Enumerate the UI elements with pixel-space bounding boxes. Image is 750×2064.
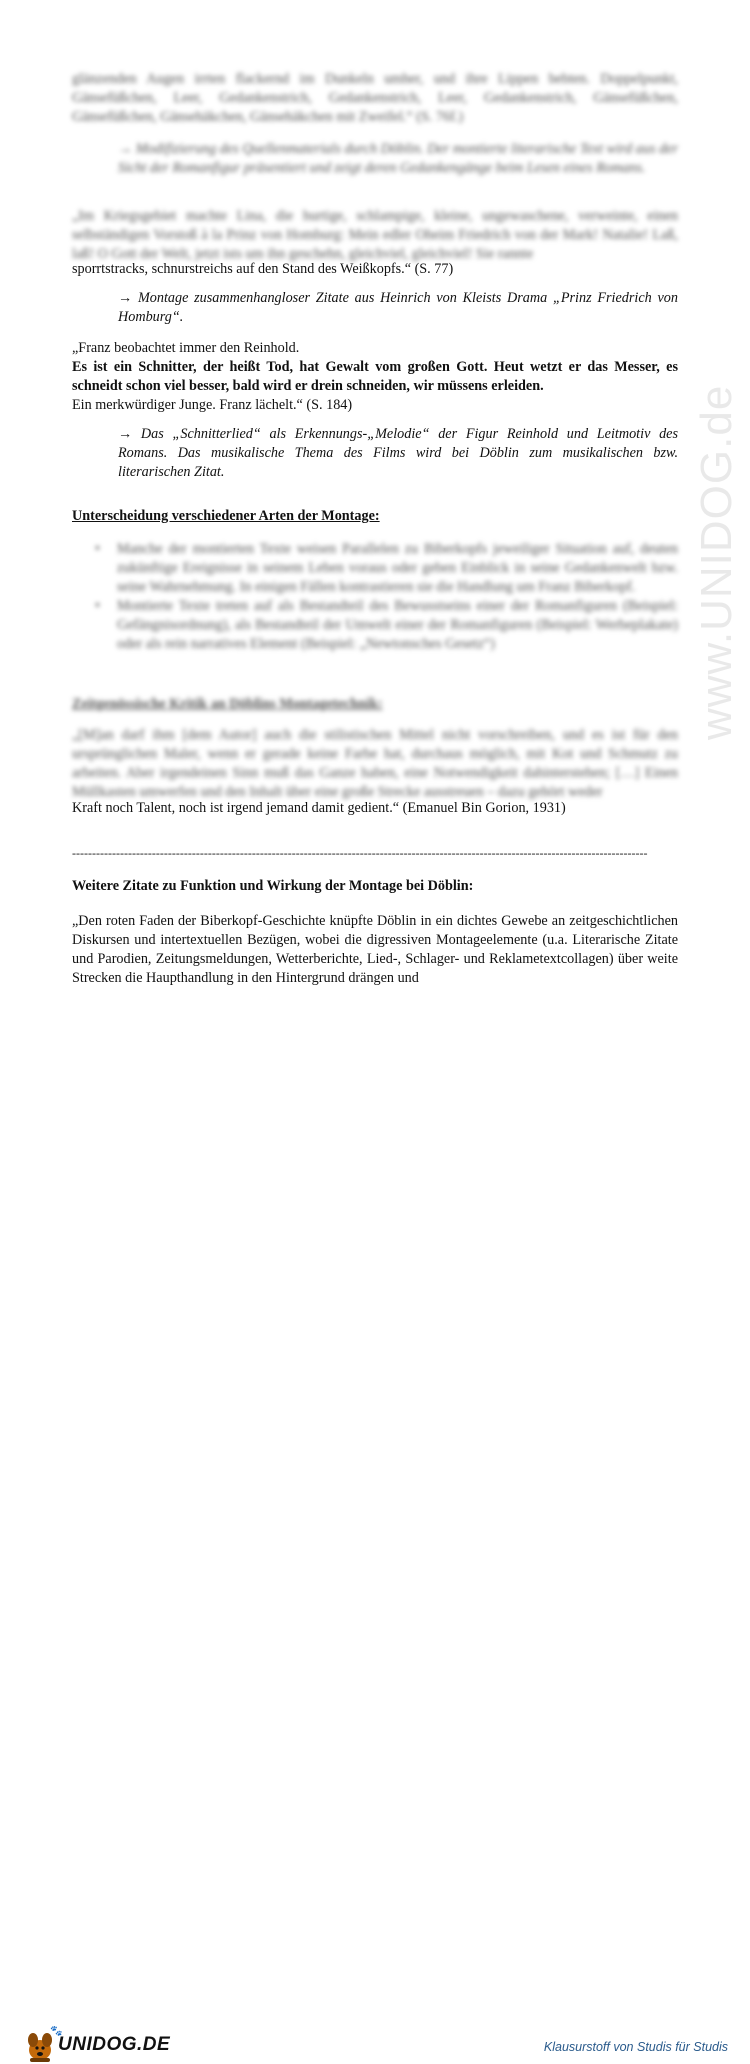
section-divider: ------------------------------------------------------------------------------------------------------------------------------------------------ bbox=[72, 846, 648, 860]
note-schnitterlied: → Das „Schnitterlied“ als Erkennungs-„Melodie“ der Figur Reinhold und Leitmotiv des Romans. Das musikalische Thema des Films wird bei Döblin zum musikalischen bzw. literarischen Zitat. bbox=[118, 426, 678, 480]
critique-quote bbox=[72, 726, 678, 818]
paw-print-icon: 🐾 bbox=[50, 2026, 63, 2037]
quote-reinhold-line-1: „Franz beobachtet immer den Reinhold. bbox=[72, 340, 300, 356]
quote-kleist-blurred: „Im Kriegsgebiet machte Lina, die hurtige, schlampige, kleine, ungewaschene, verweinte, einen selbständigen Vorstoß à la Prinz von Homburg: Mein edler Oheim Friedrich von der Mark! Natalie! Laß, laß! O Gott der Welt, jetzt ists um ihn geschehn, gleichviel, gleichviel! Sie rannte bbox=[72, 208, 678, 262]
footer bbox=[0, 1010, 750, 2055]
heading-arten-der-montage: Unterscheidung verschiedener Arten der Montage: bbox=[72, 508, 380, 524]
final-quote-paragraph: „Den roten Faden der Biberkopf-Geschichte knüpfte Döblin in ein dichtes Gewebe an zeitgeschichtlichen Diskursen und intertextuellen Bezügen, wobei die digressiven Montageelemente (u.a. Literarische Zitate und Parodien, Zeitungsmeldungen, Wetterberichte, Lied-, Schlager- und Reklametextcollagen) über weite Strecken die Haupthandlung in den Hintergrund drängen und bbox=[72, 913, 678, 986]
critique-quote-visible: Kraft noch Talent, noch ist irgend jemand damit gedient.“ (Emanuel Bin Gorion, 1931) bbox=[72, 800, 566, 816]
heading-weitere-zitate: Weitere Zitate zu Funktion und Wirkung der Montage bei Döblin: bbox=[72, 878, 474, 894]
quote-reinhold-line-3: Ein merkwürdiger Junge. Franz lächelt.“ (S. 184) bbox=[72, 397, 353, 413]
footer-tagline: Klausurstoff von Studis für Studis bbox=[543, 2040, 728, 2054]
blurred-note-1: → Modifizierung des Quellenmaterials durch Döblin. Der montierte literarische Text wird aus der Sicht der Romanfigur präsentiert und zeigt deren Gedankengänge beim Lesen eines Romans. bbox=[118, 141, 678, 176]
heading-zeitgenoessische-kritik: Zeitgenössische Kritik an Döblins Montagetechnik: bbox=[72, 696, 383, 712]
quote-kleist bbox=[72, 207, 678, 279]
quote-reinhold-schnitterlied: Es ist ein Schnitter, der heißt Tod, hat Gewalt vom großen Gott. Heut wetzt er das Messer, es schneidt schon viel besser, bald wird er drein schneiden, wir müssens erleiden. bbox=[72, 359, 678, 394]
watermark: www.UNIDOG.de bbox=[692, 384, 741, 740]
quote-reinhold bbox=[72, 339, 678, 415]
bullet-list-blurred bbox=[95, 540, 678, 654]
note-montage-kleist: → Montage zusammenhangloser Zitate aus Heinrich von Kleists Drama „Prinz Friedrich von Homburg“. bbox=[118, 290, 678, 325]
list-item: • Manche der montierten Texte weisen Parallelen zu Biberkopfs jeweiliger Situation auf, deuten zukünftige Ereignisse in seinem Leben voraus oder geben Einblick in seine Gedankenwelt bzw. seine Wahrnehmung. In einigen Fällen kontrastieren sie die Handlung um Franz Biberkopf. bbox=[95, 540, 678, 597]
list-item: • Montierte Texte treten auf als Bestandteil des Bewusstseins einer der Romanfiguren (Beispiel: Gefängnisordnung), als Bestandteil der Umwelt einer der Romanfiguren (Beispiel: Werbeplakate) oder als rein narratives Element (Beispiel: „Newtonsches Gesetz“) bbox=[95, 597, 678, 654]
quote-kleist-visible: sporrtstracks, schnurstreichs auf den Stand des Weißkopfs.“ (S. 77) bbox=[72, 261, 454, 277]
critique-quote-blurred: „[M]an darf ihm [dem Autor] auch die stilistischen Mittel nicht vorschreiben, und es ist für den ursprünglichen Maler, wenn er gerade keine Farbe hat, durchaus möglich, mit Kot und Schmutz zu arbeiten. Aber irgendeinen Sinn muß das Ganze haben, eine Notwendigkeit dahinterstehen; […] Einen Müllkasten umwerfen und den Inhalt über eine große Strecke ausstreuen – dazu gehört weder bbox=[72, 727, 678, 800]
logo-text[interactable]: UNIDOG.DE bbox=[58, 2034, 171, 2055]
blurred-intro-paragraph: glänzenden Augen irrten flackernd im Dunkeln umher, und ihre Lippen bebten. Doppelpunkt, Gänsefüßchen, Leer, Gedankenstrich, Gedankenstrich, Leer, Gedankenstrich, Gänsefüßchen, Gänsefüßchen, Gänsehäkchen, Gänsehäkchen mit Zweifel.“ (S. 76f.) bbox=[72, 71, 678, 125]
